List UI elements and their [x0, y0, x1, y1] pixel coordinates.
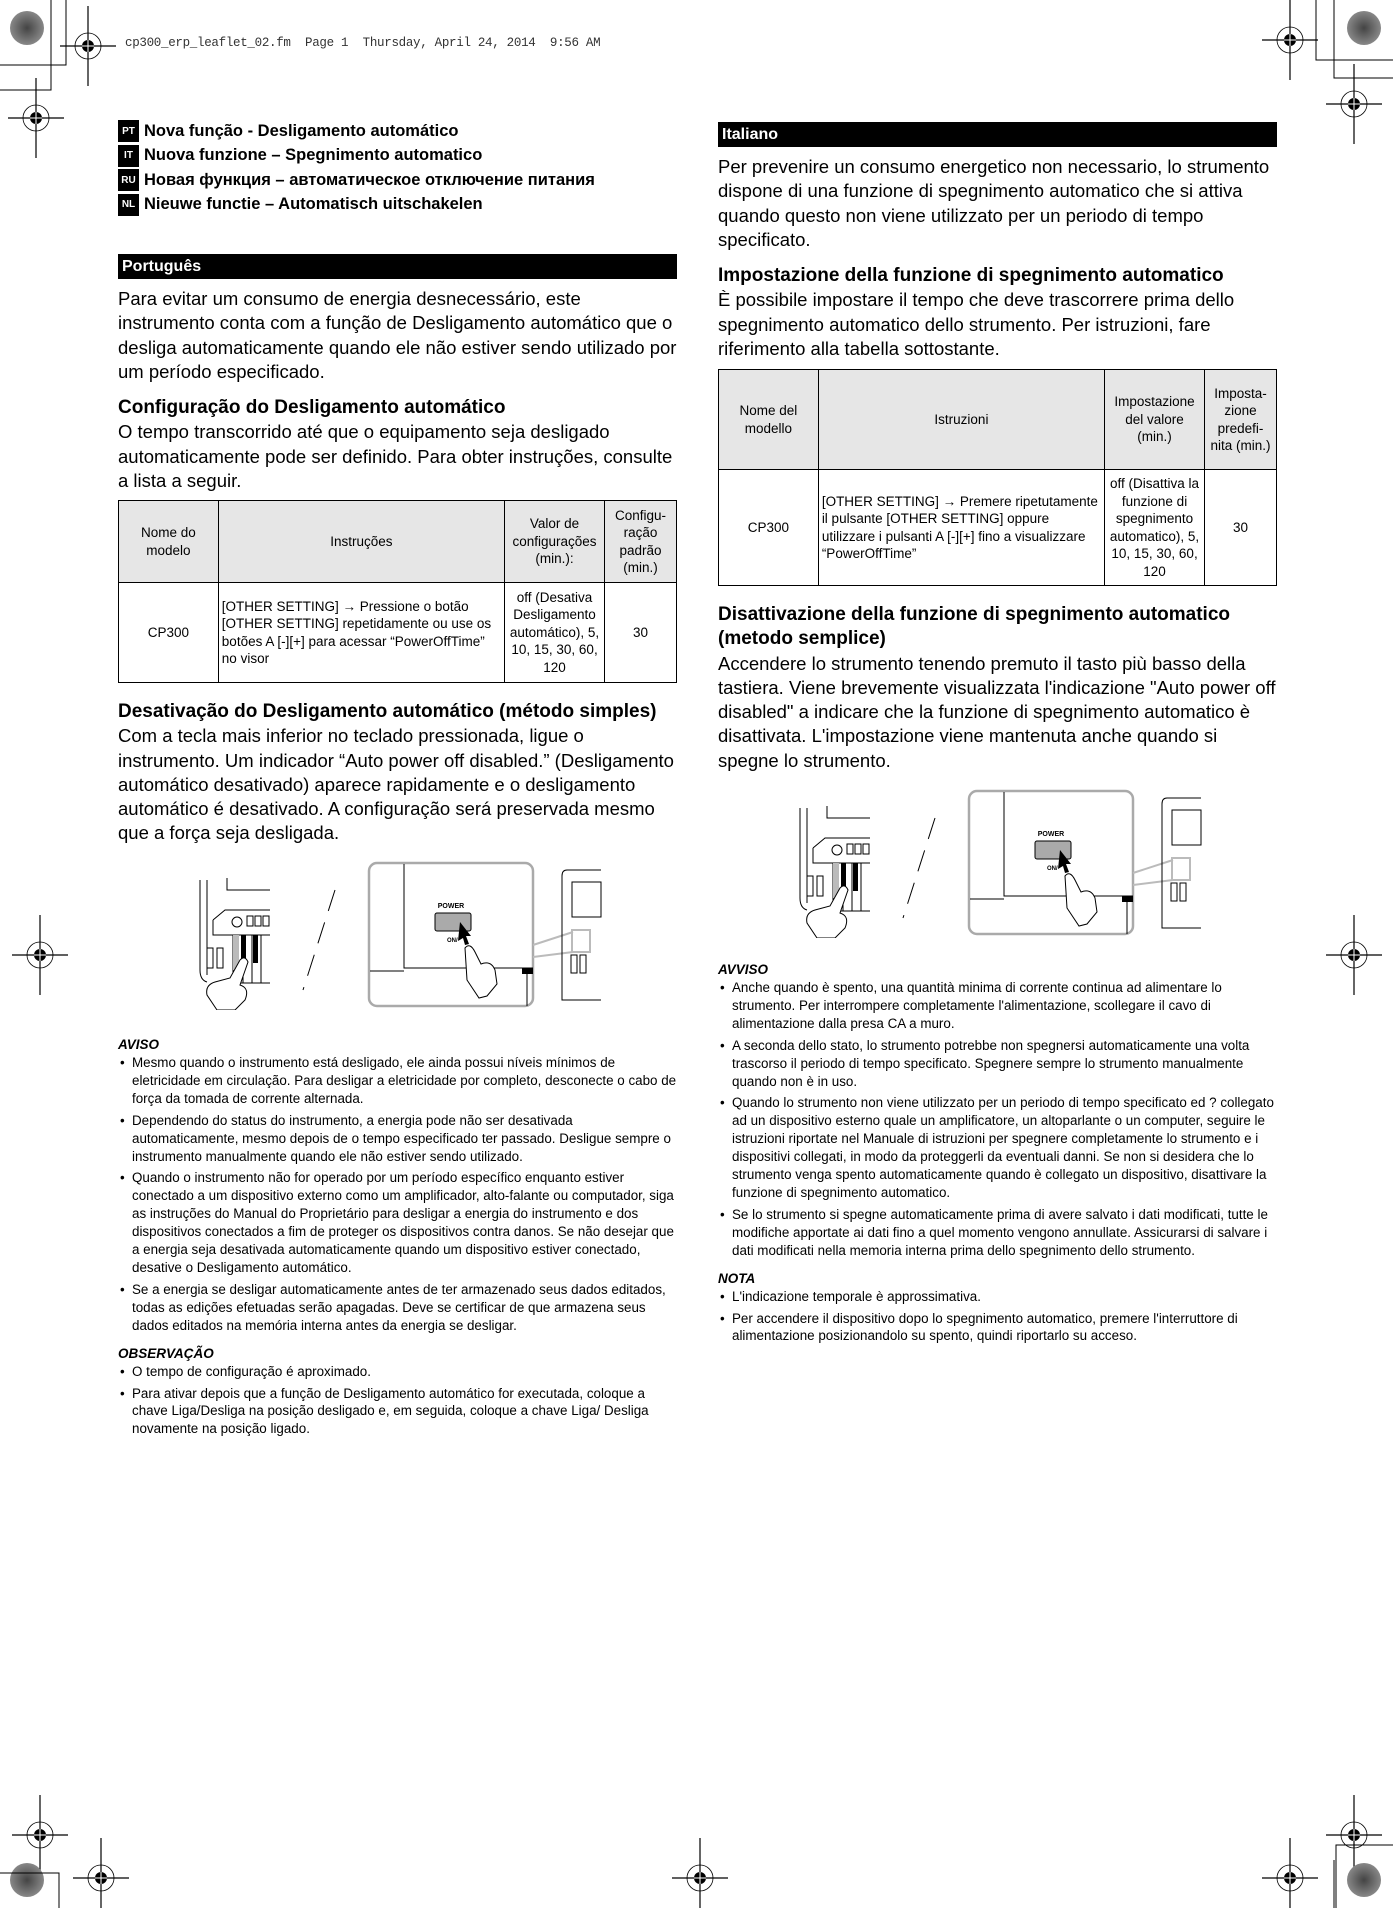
keyboard-power-illustration-icon [795, 788, 1205, 938]
disable-heading: Desativação do Desligamento automático (método simples) [118, 701, 657, 722]
note-heading: OBSERVAÇÃO [118, 1345, 214, 1361]
setting-paragraph: O tempo transcorrido até que o equipamento seja desligado automaticamente pode ser definido. Para obter instruções, consulte a lista a seguir. [118, 421, 673, 492]
note-item: • Per accendere il dispositivo dopo lo spegnimento automatico, premere l'interruttore di alimentazione posizionandolo su spento, quindi riportarlo su acceso. [718, 1310, 1277, 1346]
language-code-badge: PT [118, 120, 139, 142]
table-row [119, 583, 677, 683]
language-title-row [118, 193, 595, 218]
svg-text:POWER: POWER [1037, 831, 1065, 838]
table-header-cell: Configu-ração padrão (min.) [605, 501, 677, 583]
table-cell: CP300 [719, 470, 819, 586]
table-header-cell: Instruções [218, 501, 504, 583]
setting-paragraph: È possibile impostare il tempo che deve trascorrere prima dello spegnimento automatico dello strumento. Per istruzioni, fare riferimento alla tabella sottostante. [718, 289, 1235, 360]
notice-item: • A seconda dello stato, lo strumento potrebbe non spegnersi automaticamente una volta trascorso il periodo di tempo specificato. Spegnere sempre lo strumento manualmente quando non è in uso. [718, 1037, 1277, 1091]
table-cell: 30 [1205, 470, 1277, 586]
svg-text:ON/: ON/ [1047, 866, 1058, 872]
note-list [118, 1363, 677, 1439]
note-heading: NOTA [718, 1270, 756, 1286]
italian-settings-table-wrap [718, 369, 1277, 586]
notice-item: • Mesmo quando o instrumento está desligado, ele ainda possui níveis mínimos de eletricidade em circulação. Para desligar a eletricidade por completo, desconecte o cabo de força da tomada de corrente alternada. [118, 1054, 677, 1108]
section-label-bar: Italiano [718, 122, 1277, 147]
portuguese-notice-section [118, 1036, 677, 1442]
italian-disable-section [718, 603, 1277, 773]
language-code-badge: IT [118, 145, 139, 167]
table-header-cell: Nome del modello [719, 370, 819, 470]
table-header-cell: Imposta-zione predefi-nita (min.) [1205, 370, 1277, 470]
notice-item: • Dependendo do status do instrumento, a energia pode não ser desativada automaticamente, mesmo depois de o tempo especificado ter passado. Desligue sempre o instrumento manualmente quando ele não estiver sendo utilizado. [118, 1112, 677, 1166]
table-row [719, 470, 1277, 586]
portuguese-settings-table-wrap [118, 500, 677, 683]
disable-paragraph: Com a tecla mais inferior no teclado pressionada, ligue o instrumento. Um indicador “Auto power off disabled.” (Desligamento automático desativado) aparece rapidamente e o desligamento automático é desativado. A configuração será preservada mesmo que a força seja desligada. [118, 725, 674, 844]
italian-notice-section [718, 961, 1277, 1349]
language-code-badge: RU [118, 169, 139, 191]
note-list [718, 1288, 1277, 1346]
notice-item: • Quando o instrumento não for operado por um período específico enquanto estiver conectado a um dispositivo externo como um amplificador, alto-falante ou computador, siga as instruções do Manual do Proprietário para desligar a energia do instrumento e dos dispositivos conectados a fim de proteger os dispositivos contra danos. Se não desejar que a energia seja desativada automaticamente quando um dispositivo estiver conectado, desative o Desligamento automático. [118, 1169, 677, 1276]
table-cell: 30 [605, 583, 677, 683]
table-cell: CP300 [119, 583, 219, 683]
settings-table [718, 369, 1277, 586]
intro-paragraph: Per prevenire un consumo energetico non necessario, lo strumento dispone di una funzione di spegnimento automatico che si attiva quando questo non viene utilizzato per un periodo di tempo specificato. [718, 156, 1270, 250]
setting-heading: Impostazione della funzione di spegnimento automatico [718, 265, 1224, 287]
table-header-cell: Nome do modelo [119, 501, 219, 583]
table-cell: [OTHER SETTING] → Premere ripetutamente il pulsante [OTHER SETTING] oppure utilizzare i pulsanti A [-][+] fino a visualizzare “PowerOffTime” [818, 470, 1104, 586]
disable-heading: Disattivazione della funzione di spegnimento automatico (metodo semplice) [718, 604, 1231, 650]
note-item: • Para ativar depois que a função de Desligamento automático for executada, coloque a chave Liga/Desliga na posição desligado e, em seguida, coloque a chave Liga/ Desliga novamente na posição ligado. [118, 1385, 677, 1439]
note-item: • O tempo de configuração é aproximado. [118, 1363, 677, 1381]
language-title: Nuova funzione – Spegnimento automatico [144, 146, 483, 165]
note-item: • L'indicazione temporale è approssimativa. [718, 1288, 1277, 1306]
power-button-illustration [795, 788, 1205, 938]
notice-item: • Anche quando è spento, una quantità minima di corrente continua ad alimentare lo strumento. Per interrompere completamente l'alimentazione, scollegare il cavo di alimentazione dalla presa CA a muro. [718, 979, 1277, 1033]
table-header-cell: Impostazione del valore (min.) [1105, 370, 1205, 470]
section-label-bar: Português [118, 254, 677, 279]
notice-list [718, 979, 1277, 1260]
portuguese-section [118, 254, 677, 493]
table-header-cell: Istruzioni [818, 370, 1104, 470]
notice-list [118, 1054, 677, 1335]
notice-heading: AVISO [118, 1037, 160, 1052]
portuguese-disable-section [118, 700, 677, 846]
svg-text:POWER: POWER [437, 903, 465, 910]
notice-item: • Se lo strumento si spegne automaticamente prima di avere salvato i dati modificati, tutte le modifiche apportate ai dati fino a quel momento vengono annullate. Assicurarsi di salvare i dati modificati nella memoria interna prima dello spegnimento dello strumento. [718, 1206, 1277, 1260]
notice-item: • Se a energia se desligar automaticamente antes de ter armazenado seus dados editados, todas as edições efetuadas serão apagadas. Deve se certificar de que armazena seus dados editados na memória interna antes da energia se desligar. [118, 1281, 677, 1335]
intro-paragraph: Para evitar um consumo de energia desnecessário, este instrumento conta com a função de Desligamento automático que o desliga automaticamente quando ele não estiver sendo utilizado por um período especificado. [118, 288, 677, 382]
setting-heading: Configuração do Desligamento automático [118, 397, 506, 419]
keyboard-power-illustration-icon [195, 860, 605, 1010]
language-code-badge: NL [118, 194, 139, 216]
language-title-row [118, 119, 595, 144]
language-title: Nova função - Desligamento automático [144, 121, 459, 140]
language-title: Nieuwe functie – Automatisch uitschakelen [144, 195, 483, 214]
table-cell: off (Desativa Desligamento automático), 5, 10, 15, 30, 60, 120 [505, 583, 605, 683]
power-button-illustration [195, 860, 605, 1010]
settings-table [118, 500, 677, 683]
file-header-line: cp300_erp_leaflet_02.fm Page 1 Thursday, April 24, 2014 9:56 AM [125, 36, 601, 50]
language-title-row [118, 144, 595, 169]
table-header-cell: Valor de configurações (min.): [505, 501, 605, 583]
italian-section [718, 122, 1277, 361]
language-title-list [118, 119, 595, 217]
language-title-row [118, 168, 595, 193]
table-cell: off (Disattiva la funzione di spegnimento automatico), 5, 10, 15, 30, 60, 120 [1105, 470, 1205, 586]
table-cell: [OTHER SETTING] → Pressione o botão [OTHER SETTING] repetidamente ou use os botões A [-][+] para acessar “PowerOffTime” no visor [218, 583, 504, 683]
notice-item: • Quando lo strumento non viene utilizzato per un periodo di tempo specificato ed ? collegato ad un dispositivo esterno quale un amplificatore, un altoparlante o un computer, seguire le istruzioni riportate nel Manuale di istruzioni per spegnere completamente lo strumento e i dispositivi collegati, in modo da proteggerli da eventuali danni. Se non si desidera che lo strumento venga spento automaticamente quando è collegato un dispositivo, disattivare la funzione di spegnimento automatico. [718, 1094, 1277, 1201]
language-title: Новая функция – автоматическое отключение питания [144, 170, 595, 189]
disable-paragraph: Accendere lo strumento tenendo premuto il tasto più basso della tastiera. Viene brevemente visualizzata l'indicazione "Auto power off disabled" a indicare che la funzione di spegnimento automatico è disattivata. L'impostazione viene mantenuta anche quando si spegne lo strumento. [718, 652, 1276, 771]
svg-text:ON/: ON/ [447, 938, 458, 944]
notice-heading: AVVISO [718, 962, 769, 977]
